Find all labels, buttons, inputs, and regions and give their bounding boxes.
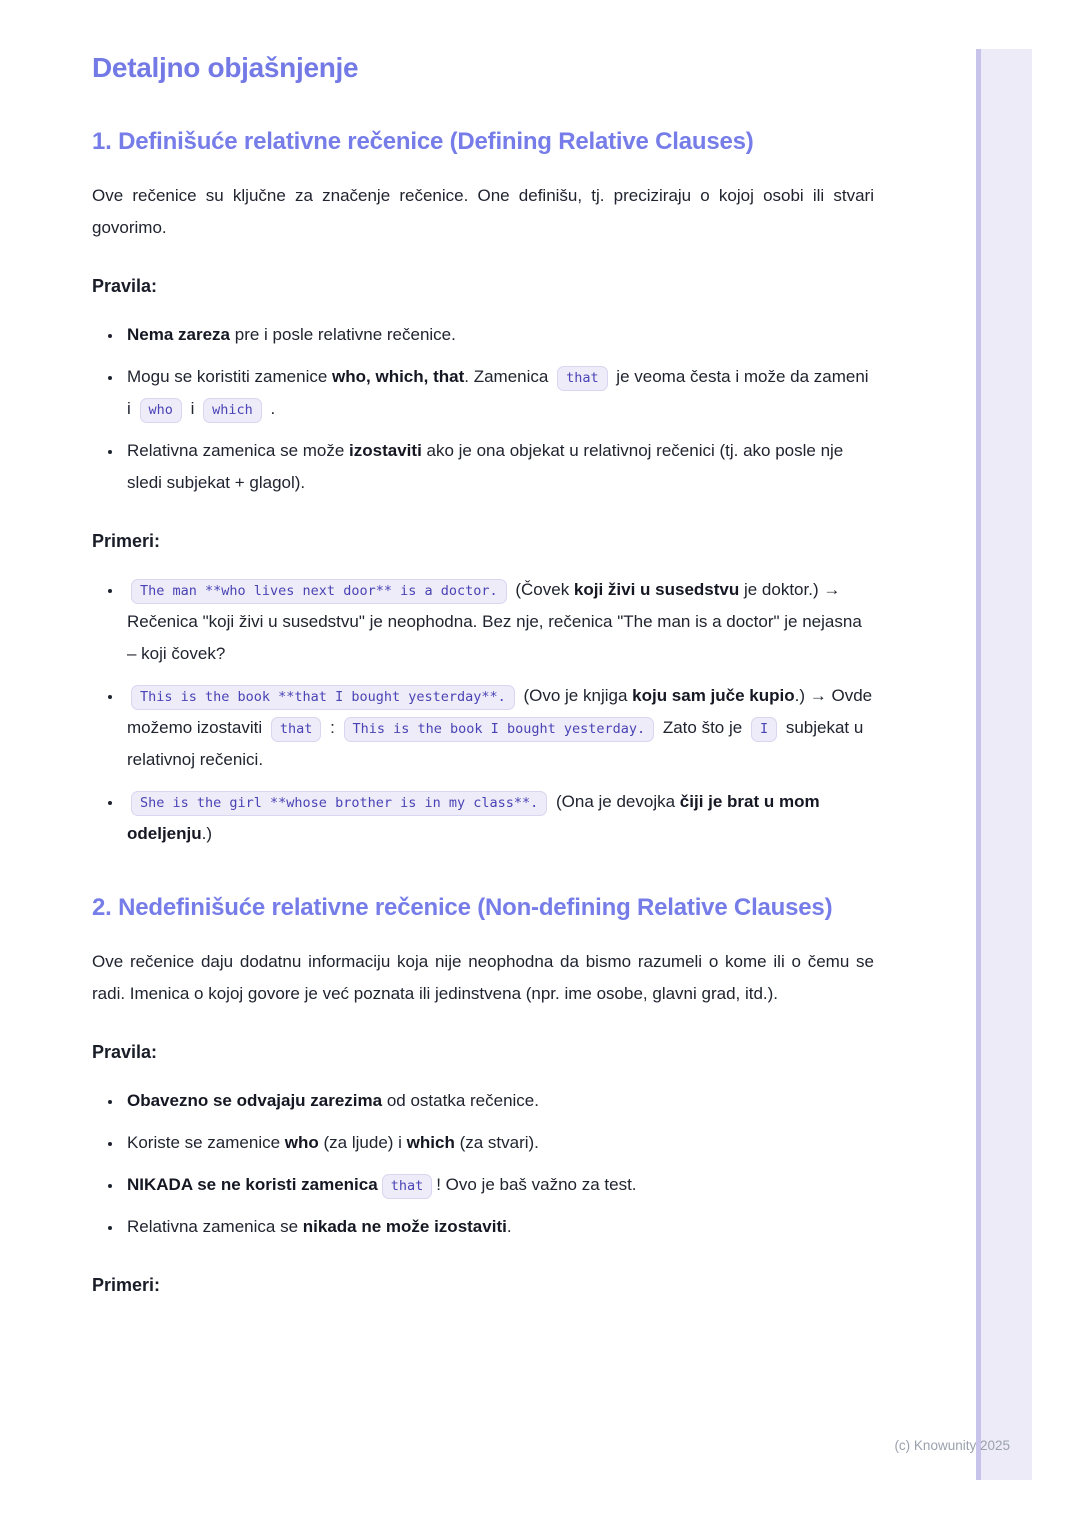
text-run: ! Ovo je baš važno za test. — [436, 1174, 637, 1194]
text-run: (za stvari). — [454, 1132, 539, 1152]
rules-list — [92, 1085, 874, 1243]
list-item — [123, 361, 874, 425]
page-margin-strip — [976, 49, 1032, 1480]
text-run: Relativna zamenica se može — [127, 441, 350, 461]
inline-code-chip: that — [382, 1174, 433, 1199]
text-run: od ostatka rečenice. — [382, 1090, 539, 1110]
bold-text: Nema zareza — [127, 325, 231, 345]
text-run: (za ljude) i — [318, 1132, 407, 1152]
inline-code-chip: This is the book **that I bought yesterday**. — [131, 685, 515, 710]
text-run: (Ovo je knjiga — [518, 685, 633, 705]
text-run: Relativna zamenica se — [127, 1216, 303, 1236]
text-run: Zato što je — [658, 717, 747, 737]
page-title: Detaljno objašnjenje — [92, 52, 359, 83]
footer-credit: (c) Knowunity 2025 — [894, 1438, 1010, 1453]
bold-text: nikada ne može izostaviti — [302, 1216, 507, 1236]
text-run: i — [185, 399, 200, 419]
list-item — [123, 574, 874, 670]
rules-list — [92, 319, 874, 499]
inline-code-chip: which — [203, 398, 262, 423]
text-run: . — [506, 1216, 512, 1236]
text-run: (Ona je — [551, 791, 617, 811]
inline-code-chip: who — [140, 398, 182, 423]
bold-text: koji živi u susedstvu — [573, 580, 740, 600]
list-item — [123, 1127, 874, 1159]
list-item — [123, 1169, 874, 1201]
section-intro: Ove rečenice su ključne za značenje rečenice. One definišu, tj. preciziraju o kojoj osobi ili stvari govorimo. — [92, 186, 874, 238]
text-run: Koriste se zamenice — [127, 1132, 285, 1152]
inline-code-chip: She is the girl **whose brother is in my class**. — [131, 791, 547, 816]
bold-text: čiji je brat u mom odeljenju — [127, 791, 820, 843]
list-item — [123, 1211, 874, 1243]
section-heading: 2. Nedefinišuće relativne rečenice (Non-defining Relative Clauses) — [92, 893, 833, 921]
inline-code-chip: that — [271, 717, 322, 742]
list-item — [123, 319, 874, 351]
text-run: . — [265, 399, 276, 419]
examples-list — [92, 574, 874, 850]
rules-label: Pravila: — [92, 276, 158, 297]
text-run: ako je ona objekat u relativnoj rečenici (tj. ako posle nje sledi subjekat + glagol). — [127, 441, 844, 493]
inline-code-chip: This is the book I bought yesterday. — [344, 717, 655, 742]
text-run: subjekat u relativnoj rečenici. — [127, 717, 864, 769]
bold-text: izostaviti — [349, 441, 422, 461]
bold-text: NIKADA se ne koristi zamenica — [127, 1174, 378, 1194]
section-heading: 1. Definišuće relativne rečenice (Defining Relative Clauses) — [92, 128, 754, 155]
inline-code-chip: I — [751, 717, 777, 742]
list-item — [123, 680, 874, 776]
bold-text: koju sam juče kupio — [632, 685, 795, 705]
document-page — [92, 0, 874, 1296]
text-run: je veoma česta i može da zameni i — [127, 367, 869, 419]
text-run: je doktor.) → Rečenica "koji živi u susedstvu" je neophodna. Bez nje, rečenica "The man is a doctor" je nejasna – koji čovek? — [127, 580, 862, 663]
text-run: .) — [201, 823, 213, 843]
text-run: .) → Ovde možemo izostaviti — [127, 685, 873, 737]
inline-code-chip: The man **who lives next door** is a doctor. — [131, 579, 507, 604]
section-intro: Ove rečenice daju dodatnu informaciju koja nije neophodna da bismo razumeli o kome ili o čemu se radi. Imenica o kojoj govore je već poznata ili jedinstvena (npr. ime osobe, glavni grad, itd.). — [92, 952, 874, 1004]
examples-label: Primeri: — [92, 1274, 161, 1295]
text-run: : — [325, 717, 340, 737]
rules-label: Pravila: — [92, 1041, 158, 1062]
text-run: . Zamenica — [464, 367, 554, 387]
text-run: pre i posle relativne rečenice. — [230, 325, 456, 345]
bold-text: who, which, that — [332, 367, 465, 387]
text-run: devojka — [616, 791, 680, 811]
text-run: Mogu se koristiti zamenice — [127, 367, 333, 387]
examples-label: Primeri: — [92, 531, 161, 552]
list-item — [123, 1085, 874, 1117]
section-non-defining-relative-clauses — [92, 892, 874, 1296]
list-item — [123, 786, 874, 850]
section-defining-relative-clauses — [92, 126, 874, 850]
bold-text: which — [406, 1132, 455, 1152]
list-item — [123, 435, 874, 499]
bold-text: who — [284, 1132, 319, 1152]
inline-code-chip: that — [557, 366, 608, 391]
text-run: (Čovek — [510, 580, 574, 600]
bold-text: Obavezno se odvajaju zarezima — [127, 1090, 383, 1110]
